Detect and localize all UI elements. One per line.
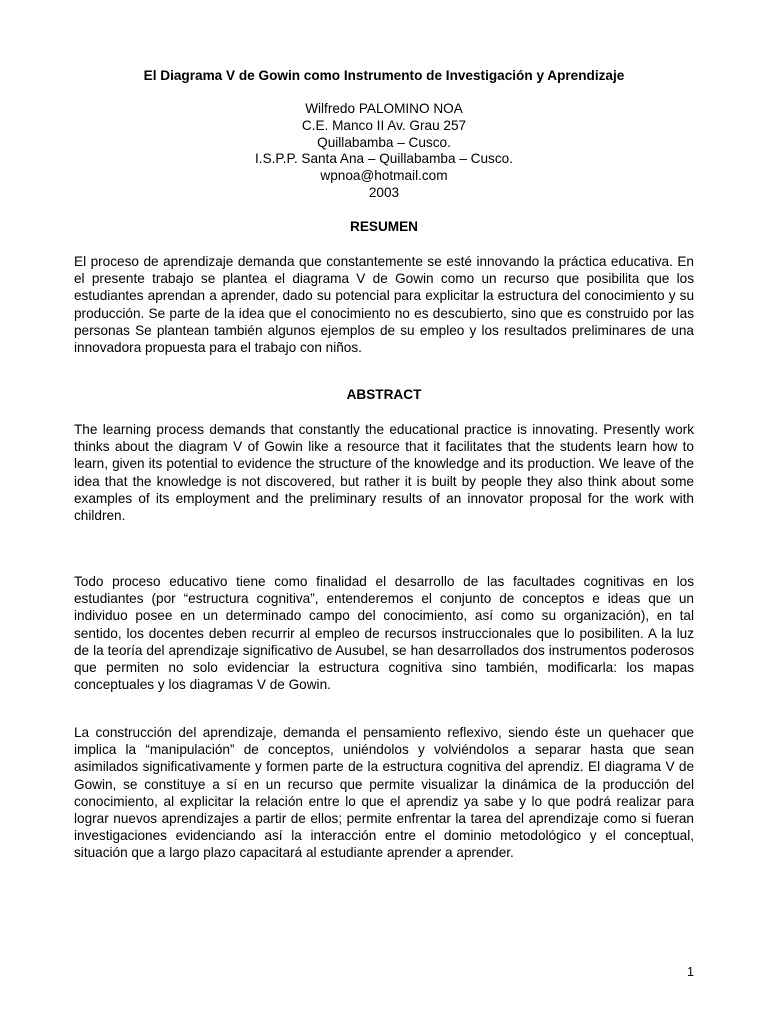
resumen-heading: RESUMEN <box>350 219 418 234</box>
page-number: 1 <box>687 965 694 979</box>
abstract-paragraph: The learning process demands that constantly the educational practice is innovating. Presently work thinks about the diagram V of Gowin like a resource that it facilitates that the students learn how to learn, given its potential to evidence the structure of the knowledge and its production. We leave of the idea that the knowledge is not discovered, but rather it is built by people they also think about some examples of its employment and the preliminary results of an innovator proposal for the work with children. <box>74 422 694 524</box>
author-institute: I.S.P.P. Santa Ana – Quillabamba – Cusco. <box>255 151 513 167</box>
abstract-heading: ABSTRACT <box>346 387 422 402</box>
paper-title: El Diagrama V de Gowin como Instrumento de Investigación y Aprendizaje <box>143 68 625 83</box>
author-affiliation-address: C.E. Manco II Av. Grau 257 <box>301 117 467 133</box>
resumen-paragraph: El proceso de aprendizaje demanda que constantemente se esté innovando la práctica educativa. En el presente trabajo se plantea el diagrama V de Gowin como un recurso que posibilita que los estudiantes aprendan a aprender, dado su potencial para explicitar la estructura del conocimiento y su producción. Se parte de la idea que el conocimiento no es descubierto, sino que es construido por las personas Se plantean también algunos ejemplos de su empleo y los resultados preliminares de una innovadora propuesta para el trabajo con niños. <box>74 254 694 356</box>
body-paragraph-1: Todo proceso educativo tiene como finalidad el desarrollo de las facultades cognitivas en los estudiantes (por “estructura cognitiva”, entenderemos el conjunto de conceptos e ideas que un individuo posee en un determinado campo del conocimiento, así como su organización), en tal sentido, los docentes deben recurrir al empleo de recursos instruccionales que lo posibiliten. A la luz de la teoría del aprendizaje significativo de Ausubel, se han desarrollados dos instrumentos poderosos que permiten no solo evidenciar la estructura cognitiva sino también, modificarla: los mapas conceptuales y los diagramas V de Gowin. <box>74 574 694 693</box>
publication-year: 2003 <box>368 184 400 200</box>
body-paragraph-2: La construcción del aprendizaje, demanda el pensamiento reflexivo, siendo éste un quehacer que implica la “manipulación” de conceptos, uniéndolos y volviéndolos a separar hasta que sean asimilados significativamente y formen parte de la estructura cognitiva del aprendiz. El diagrama V de Gowin, se constituye a sí en un recurso que permite visualizar la dinámica de la producción del conocimiento, al explicitar la relación entre lo que el aprendiz ya sabe y lo que podrá realizar para lograr nuevos aprendizajes a partir de ellos; permite enfrentar la tarea del aprendizaje como si fueran investigaciones evidenciando así la interacción entre el dominio metodológico y el conceptual, situación que a largo plazo capacitará al estudiante aprender a aprender. <box>74 725 694 861</box>
author-email: wpnoa@hotmail.com <box>320 168 448 184</box>
author-block <box>74 101 694 202</box>
author-name: Wilfredo PALOMINO NOA <box>305 101 463 116</box>
author-affiliation-city: Quillabamba – Cusco. <box>317 134 451 150</box>
